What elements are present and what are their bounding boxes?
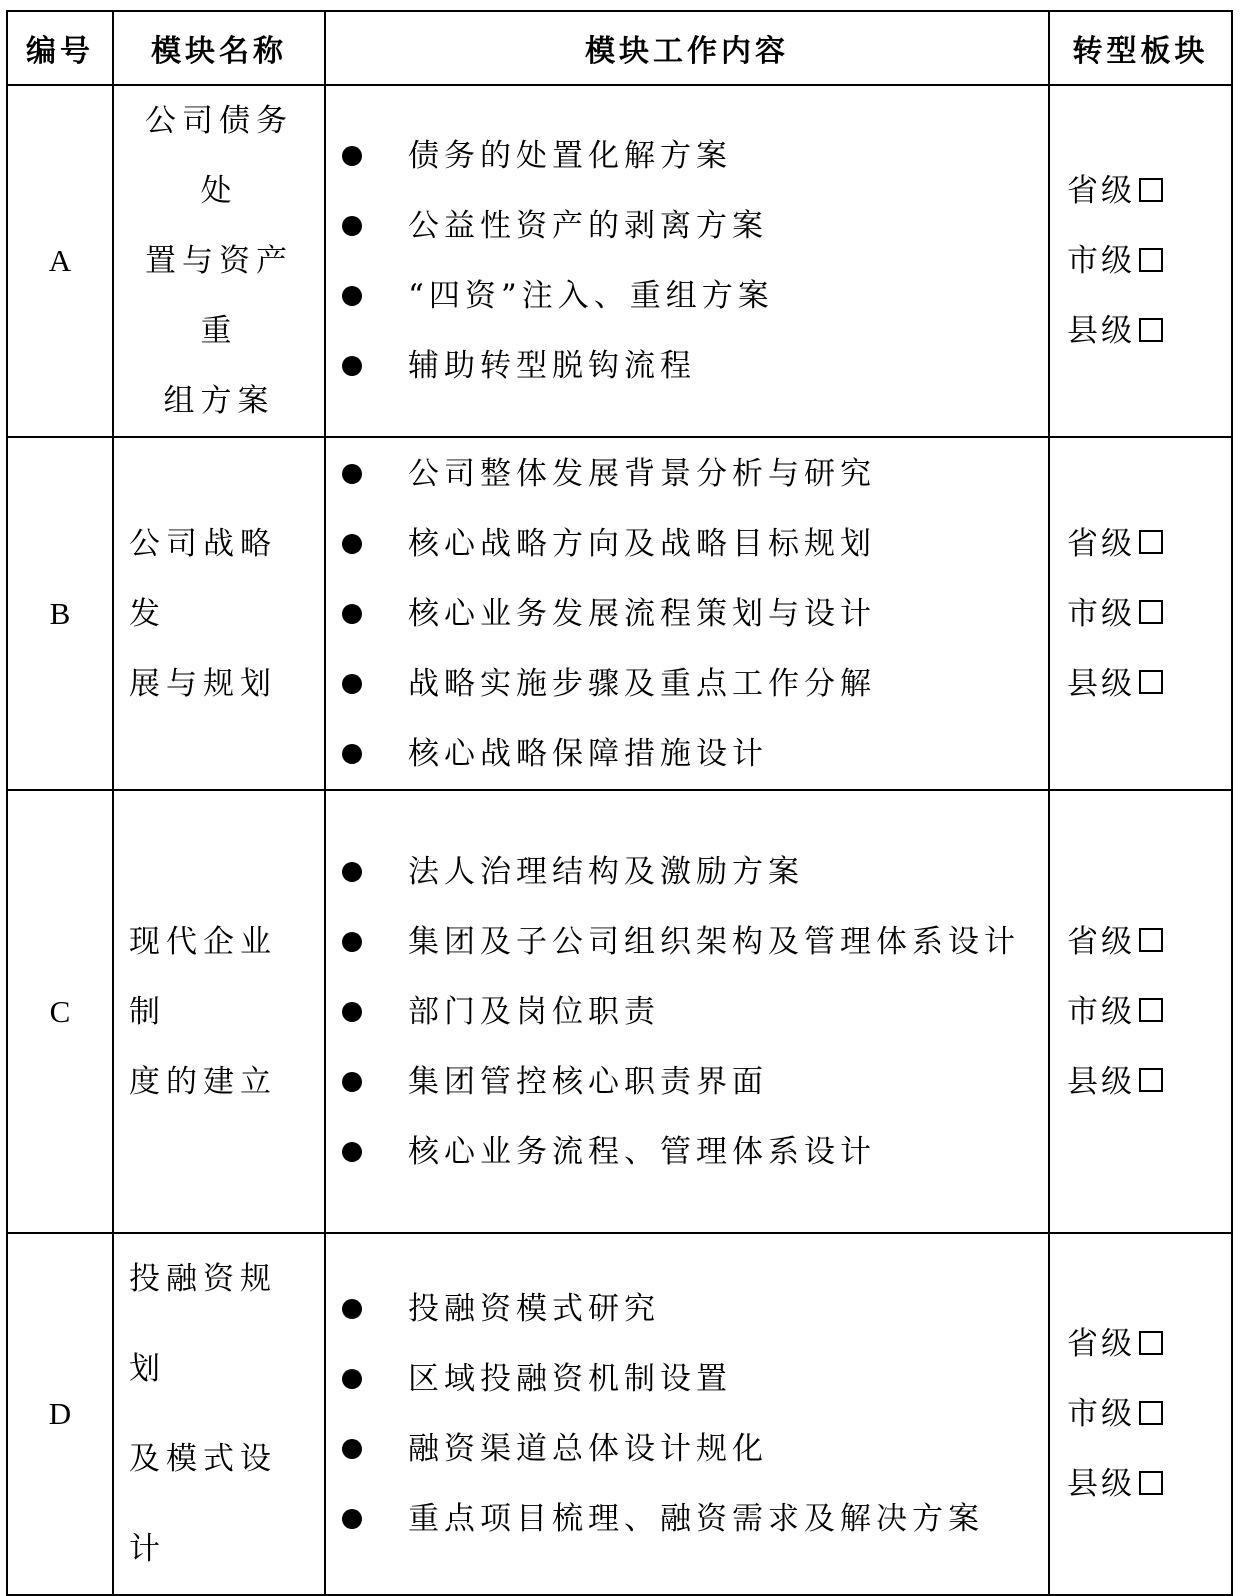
module-name-line: 度的建立 [129, 1063, 277, 1100]
module-id: B [7, 437, 113, 790]
work-item-text: 债务的处置化解方案 [408, 138, 732, 174]
work-list [326, 121, 1048, 401]
list-item [342, 837, 1048, 907]
checkbox[interactable] [1139, 600, 1163, 624]
work-item-text: 公司整体发展背景分析与研究 [408, 455, 876, 492]
bullet-icon [342, 1299, 362, 1319]
checkbox[interactable] [1139, 1068, 1163, 1092]
work-content [325, 85, 1049, 437]
work-content [325, 1233, 1049, 1595]
module-name-line: 置与资产重 [145, 243, 293, 349]
module-id: C [7, 790, 113, 1233]
bullet-icon [342, 1509, 362, 1529]
level-option [1067, 509, 1231, 579]
bullet-icon [342, 146, 362, 166]
transformation-level [1049, 437, 1232, 790]
work-item-text: 核心业务发展流程策划与设计 [408, 595, 876, 632]
checkbox[interactable] [1139, 530, 1163, 554]
level-label: 县级 [1067, 665, 1135, 702]
level-option [1067, 977, 1231, 1047]
level-option [1067, 1379, 1231, 1449]
bullet-icon [342, 604, 362, 624]
module-name-line: 公司债务处 [145, 103, 293, 209]
level-label: 县级 [1067, 1063, 1135, 1100]
bullet-icon [342, 1072, 362, 1092]
checkbox[interactable] [1139, 670, 1163, 694]
level-label: 市级 [1067, 595, 1135, 632]
list-item [342, 439, 1048, 509]
checkbox[interactable] [1139, 928, 1163, 952]
header-work: 模块工作内容 [325, 11, 1049, 85]
level-label: 县级 [1067, 1466, 1135, 1502]
work-item-text: 核心业务流程、管理体系设计 [408, 1133, 876, 1170]
module-name-line: 及模式设计 [129, 1441, 277, 1567]
work-item-text: 集团管控核心职责界面 [408, 1063, 768, 1100]
module-name [113, 85, 325, 437]
list-item [342, 719, 1048, 789]
bullet-icon [342, 534, 362, 554]
checkbox[interactable] [1139, 998, 1163, 1022]
bullet-icon [342, 356, 362, 376]
list-item [342, 191, 1048, 261]
transformation-level [1049, 85, 1232, 437]
header-level: 转型板块 [1049, 11, 1232, 85]
work-list [326, 837, 1048, 1187]
module-name [113, 437, 325, 790]
module-name-line: 投融资规划 [129, 1261, 277, 1387]
level-option [1067, 156, 1231, 226]
level-label: 市级 [1067, 993, 1135, 1030]
checkbox[interactable] [1139, 1471, 1163, 1495]
checkbox[interactable] [1139, 1401, 1163, 1425]
table-row [7, 790, 1232, 1233]
level-label: 省级 [1067, 173, 1135, 209]
module-name-line: 公司战略发 [129, 525, 277, 632]
work-content [325, 790, 1049, 1233]
checkbox[interactable] [1139, 318, 1163, 342]
list-item [342, 1047, 1048, 1117]
list-item [342, 261, 1048, 331]
level-option [1067, 1309, 1231, 1379]
list-item [342, 1484, 1048, 1554]
work-item-text: 重点项目梳理、融资需求及解决方案 [408, 1501, 984, 1537]
work-item-text: 辅助转型脱钩流程 [408, 348, 696, 384]
level-option [1067, 649, 1231, 719]
header-row [7, 11, 1232, 85]
work-item-text: “四资”注入、重组方案 [408, 278, 774, 314]
level-label: 市级 [1067, 243, 1135, 279]
module-id: D [7, 1233, 113, 1595]
list-item [342, 331, 1048, 401]
module-name [113, 790, 325, 1233]
module-name-line: 现代企业制 [129, 923, 277, 1030]
work-item-text: 融资渠道总体设计规化 [408, 1431, 768, 1467]
list-item [342, 1274, 1048, 1344]
work-item-text: 核心战略保障措施设计 [408, 735, 768, 772]
level-label: 市级 [1067, 1396, 1135, 1432]
module-name [113, 1233, 325, 1595]
bullet-icon [342, 1369, 362, 1389]
list-item [342, 1414, 1048, 1484]
work-item-text: 法人治理结构及激励方案 [408, 853, 804, 890]
list-item [342, 907, 1048, 977]
table-row [7, 1233, 1232, 1595]
table-row [7, 437, 1232, 790]
list-item [342, 121, 1048, 191]
work-list [326, 439, 1048, 789]
level-label: 省级 [1067, 525, 1135, 562]
list-item [342, 649, 1048, 719]
level-option [1067, 226, 1231, 296]
checkbox[interactable] [1139, 1331, 1163, 1355]
level-option [1067, 1047, 1231, 1117]
bullet-icon [342, 286, 362, 306]
list-item [342, 1117, 1048, 1187]
work-item-text: 战略实施步骤及重点工作分解 [408, 665, 876, 702]
bullet-icon [342, 1439, 362, 1459]
header-id: 编号 [7, 11, 113, 85]
table-row [7, 85, 1232, 437]
work-list [326, 1274, 1048, 1554]
level-option [1067, 1449, 1231, 1519]
work-item-text: 集团及子公司组织架构及管理体系设计 [408, 923, 1020, 960]
transformation-level [1049, 1233, 1232, 1595]
bullet-icon [342, 1142, 362, 1162]
level-option [1067, 907, 1231, 977]
bullet-icon [342, 744, 362, 764]
module-name-line: 组方案 [163, 383, 275, 419]
level-option [1067, 579, 1231, 649]
level-label: 省级 [1067, 1326, 1135, 1362]
level-label: 省级 [1067, 923, 1135, 960]
module-id: A [7, 85, 113, 437]
level-option [1067, 296, 1231, 366]
work-item-text: 公益性资产的剥离方案 [408, 208, 768, 244]
list-item [342, 579, 1048, 649]
bullet-icon [342, 216, 362, 236]
list-item [342, 509, 1048, 579]
list-item [342, 977, 1048, 1047]
checkbox[interactable] [1139, 248, 1163, 272]
bullet-icon [342, 464, 362, 484]
bullet-icon [342, 932, 362, 952]
bullet-icon [342, 1002, 362, 1022]
work-item-text: 区域投融资机制设置 [408, 1361, 732, 1397]
module-table [6, 10, 1233, 1596]
bullet-icon [342, 674, 362, 694]
work-content [325, 437, 1049, 790]
work-item-text: 投融资模式研究 [408, 1291, 660, 1327]
list-item [342, 1344, 1048, 1414]
header-name: 模块名称 [113, 11, 325, 85]
work-item-text: 部门及岗位职责 [408, 993, 660, 1030]
bullet-icon [342, 862, 362, 882]
level-label: 县级 [1067, 313, 1135, 349]
transformation-level [1049, 790, 1232, 1233]
checkbox[interactable] [1139, 178, 1163, 202]
module-name-line: 展与规划 [129, 665, 277, 702]
work-item-text: 核心战略方向及战略目标规划 [408, 525, 876, 562]
